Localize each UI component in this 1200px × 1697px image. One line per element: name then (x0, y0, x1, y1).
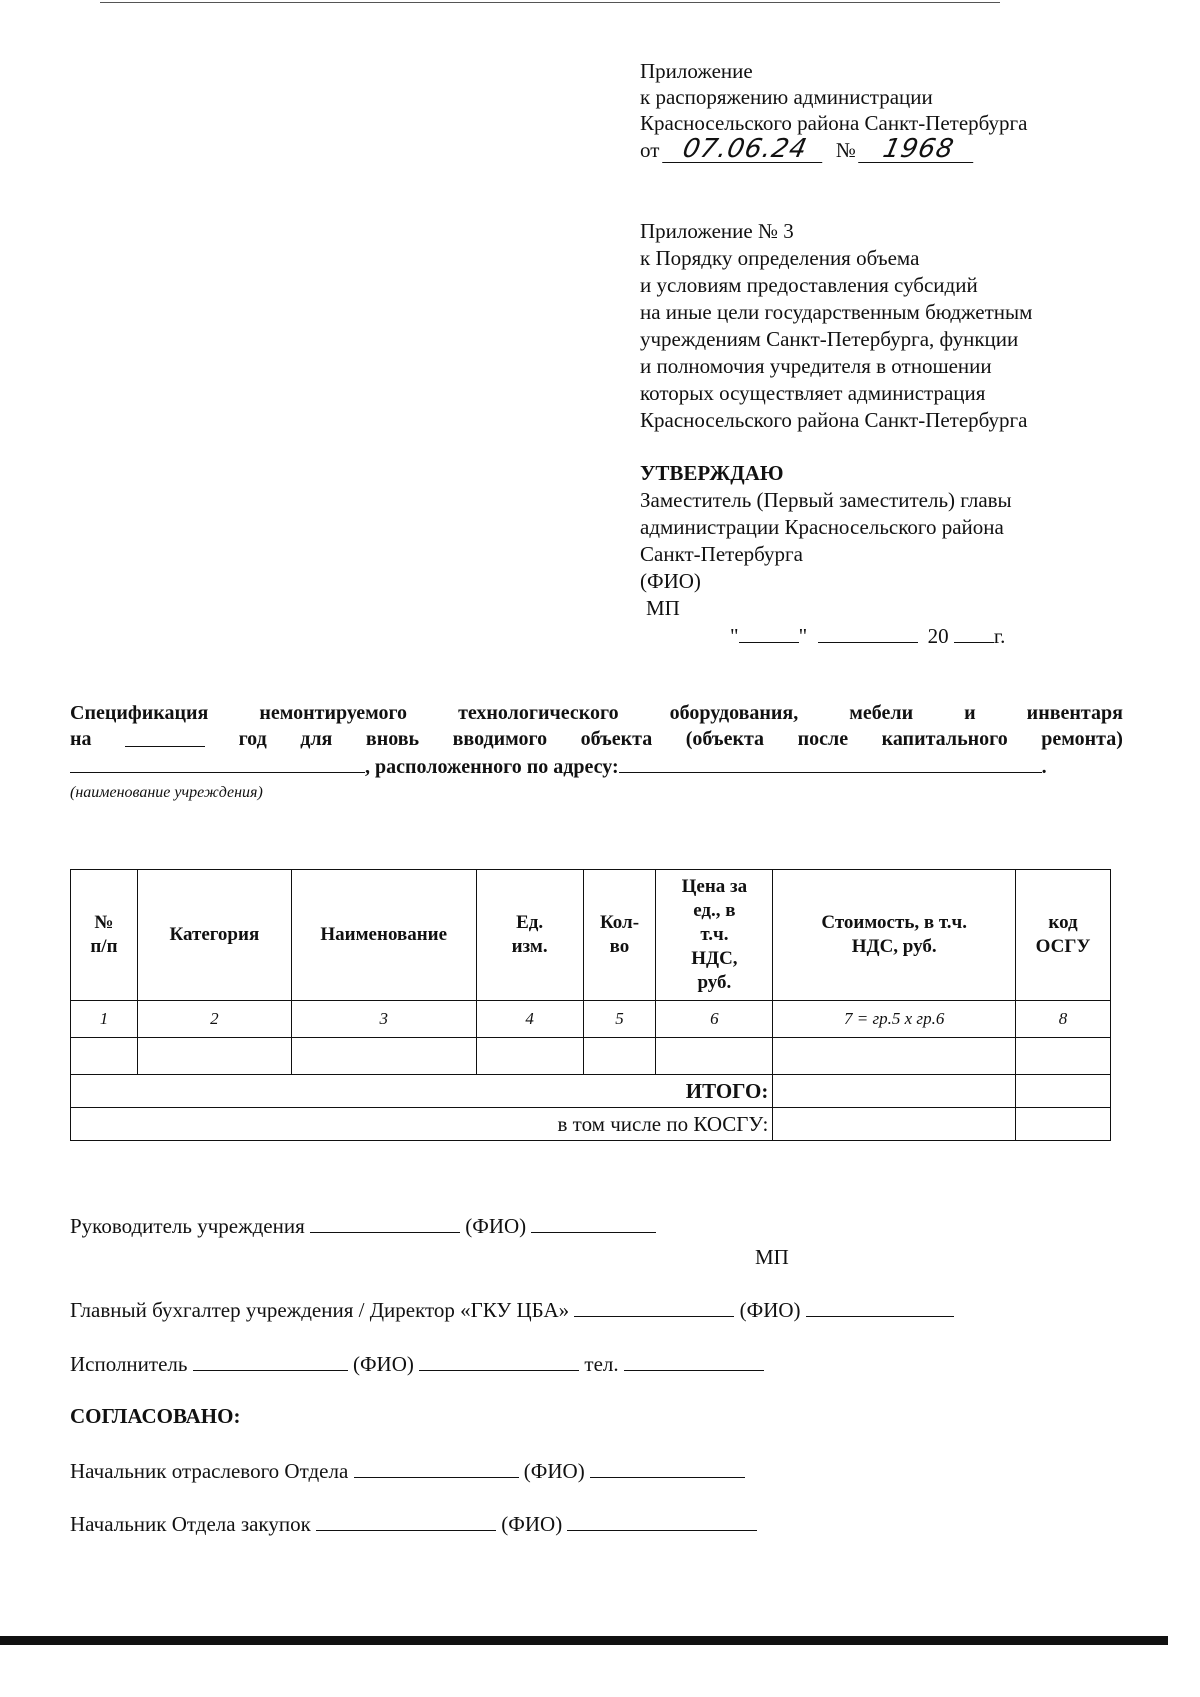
spec-line-2 (70, 726, 1123, 752)
month-blank (818, 622, 918, 643)
table-row (71, 1038, 1111, 1075)
col-number: 5 (583, 1001, 656, 1038)
spec-word: инвентаря (1026, 702, 1123, 724)
phone-label: тел. (584, 1352, 619, 1376)
accountant-label: Главный бухгалтер учреждения / Директор «ГКУ ЦБА» (70, 1298, 570, 1322)
scan-top-border (100, 2, 1000, 3)
signature-blank (193, 1350, 348, 1371)
signature-blank (310, 1212, 460, 1233)
fio-blank (590, 1457, 745, 1478)
head-label: Руководитель учреждения (70, 1214, 305, 1238)
dept-head-label: Начальник отраслевого Отдела (70, 1459, 349, 1483)
spec-word: мебели (849, 702, 914, 724)
col-header-num: № п/п (71, 870, 138, 1001)
executor-signature-row (70, 1350, 764, 1377)
table-cell[interactable] (291, 1038, 476, 1075)
quote-open: " (730, 624, 739, 648)
spec-word: объекта (580, 728, 653, 750)
year-suffix: г. (993, 624, 1006, 648)
table-cell[interactable] (773, 1038, 1016, 1075)
institution-note: (наименование учреждения) (70, 784, 263, 801)
col-number: 7 = гр.5 х гр.6 (773, 1001, 1016, 1038)
col-header-unit: Ед. изм. (476, 870, 583, 1001)
scan-bottom-bar (0, 1636, 1168, 1645)
executor-label: Исполнитель (70, 1352, 188, 1376)
spec-end: . (1041, 756, 1047, 778)
year-blank (125, 726, 205, 747)
appendix3-line: к Порядку определения объема (640, 246, 920, 270)
spec-word: вновь (365, 728, 420, 750)
accountant-signature-row (70, 1296, 954, 1323)
year-prefix: 20 (927, 624, 949, 648)
spec-word: после (797, 728, 849, 750)
agreed-title: СОГЛАСОВАНО: (70, 1404, 241, 1428)
signature-blank (354, 1457, 519, 1478)
procurement-label: Начальник Отдела закупок (70, 1512, 311, 1536)
fio-label: (ФИО) (501, 1512, 563, 1536)
table-cell[interactable] (656, 1038, 773, 1075)
total-code-cell[interactable] (1016, 1075, 1111, 1108)
spec-title (70, 700, 1123, 780)
appendix3-line: Приложение № 3 (640, 219, 794, 243)
fio-label: (ФИО) (523, 1459, 585, 1483)
table-cell[interactable] (476, 1038, 583, 1075)
head-signature-row (70, 1212, 656, 1239)
spec-word: Спецификация (70, 702, 209, 724)
table-header-row (71, 870, 1111, 1001)
fio-label: (ФИО) (739, 1298, 801, 1322)
approve-line: Заместитель (Первый заместитель) главы (640, 488, 1012, 512)
spec-word: технологического (458, 702, 619, 724)
dept-head-signature-row (70, 1457, 745, 1484)
col-number: 3 (291, 1001, 476, 1038)
col-number: 1 (71, 1001, 138, 1038)
approve-line: Санкт-Петербурга (640, 542, 803, 566)
col-header-name: Наименование (291, 870, 476, 1001)
fio-blank (531, 1212, 656, 1233)
col-number: 6 (656, 1001, 773, 1038)
fio-blank (567, 1510, 757, 1531)
quote-close: " (798, 624, 808, 648)
appendix3-line: которых осуществляет администрация (640, 381, 986, 405)
spec-line-3 (70, 752, 1123, 780)
col-number: 8 (1016, 1001, 1111, 1038)
specification-table (70, 869, 1111, 1141)
total-cost-cell[interactable] (773, 1075, 1016, 1108)
spec-word: оборудования, (669, 702, 799, 724)
appendix-title: Приложение (640, 59, 753, 83)
spec-word: на (70, 728, 92, 750)
address-blank (619, 752, 1042, 773)
appendix3-line: и условиям предоставления субсидий (640, 273, 978, 297)
fio-blank (419, 1350, 579, 1371)
table-cell[interactable] (583, 1038, 656, 1075)
phone-blank (624, 1350, 764, 1371)
spec-word: ремонта) (1041, 728, 1123, 750)
procurement-signature-row (70, 1510, 757, 1537)
col-header-cost: Стоимость, в т.ч. НДС, руб. (773, 870, 1016, 1001)
spec-word: для (300, 728, 333, 750)
appendix-line-2: к распоряжению администрации (640, 85, 933, 109)
kosgu-label: в том числе по КОСГУ: (71, 1108, 773, 1141)
approve-fio: (ФИО) (640, 569, 701, 593)
head-mp: МП (755, 1245, 789, 1269)
col-header-qty: Кол- во (583, 870, 656, 1001)
approve-mp: МП (646, 596, 680, 620)
kosgu-row (71, 1108, 1111, 1141)
kosgu-cost-cell[interactable] (773, 1108, 1016, 1141)
table-cell[interactable] (1016, 1038, 1111, 1075)
year-blank (954, 622, 994, 643)
appendix3-line: и полномочия учредителя в отношении (640, 354, 992, 378)
appendix-line-3: Красносельского района Санкт-Петербурга (640, 111, 1028, 135)
spec-word: вводимого (452, 728, 548, 750)
table-cell[interactable] (71, 1038, 138, 1075)
approve-date-row (730, 622, 1005, 649)
col-number: 2 (137, 1001, 291, 1038)
approve-line: администрации Красносельского района (640, 515, 1004, 539)
spec-word: год (238, 728, 267, 750)
spec-word: капитального (881, 728, 1008, 750)
spec-line-1 (70, 700, 1123, 726)
approve-title: УТВЕРЖДАЮ (640, 461, 784, 485)
spec-word: немонтируемого (259, 702, 408, 724)
order-number: 1968 (858, 136, 979, 163)
address-label: , расположенного по адресу: (365, 756, 619, 778)
appendix3-line: Красносельского района Санкт-Петербурга (640, 408, 1028, 432)
number-prefix: № (835, 138, 856, 162)
signature-blank (574, 1296, 734, 1317)
appendix-date-row (640, 136, 976, 163)
fio-blank (806, 1296, 954, 1317)
table-number-row (71, 1001, 1111, 1038)
day-blank (739, 622, 799, 643)
table-cell[interactable] (137, 1038, 291, 1075)
date-prefix: от (640, 138, 660, 162)
institution-blank (70, 752, 365, 773)
signature-blank (316, 1510, 496, 1531)
col-number: 4 (476, 1001, 583, 1038)
col-header-price: Цена за ед., в т.ч. НДС, руб. (656, 870, 773, 1001)
fio-label: (ФИО) (465, 1214, 527, 1238)
appendix3-line: на иные цели государственным бюджетным (640, 300, 1033, 324)
spec-word: (объекта (685, 728, 765, 750)
spec-word: и (964, 702, 976, 724)
kosgu-code-cell[interactable] (1016, 1108, 1111, 1141)
appendix3-line: учреждениям Санкт-Петербурга, функции (640, 327, 1019, 351)
order-date: 07.06.24 (662, 136, 828, 163)
total-label: ИТОГО: (71, 1075, 773, 1108)
total-row (71, 1075, 1111, 1108)
col-header-category: Категория (137, 870, 291, 1001)
fio-label: (ФИО) (352, 1352, 414, 1376)
col-header-code: код ОСГУ (1016, 870, 1111, 1001)
